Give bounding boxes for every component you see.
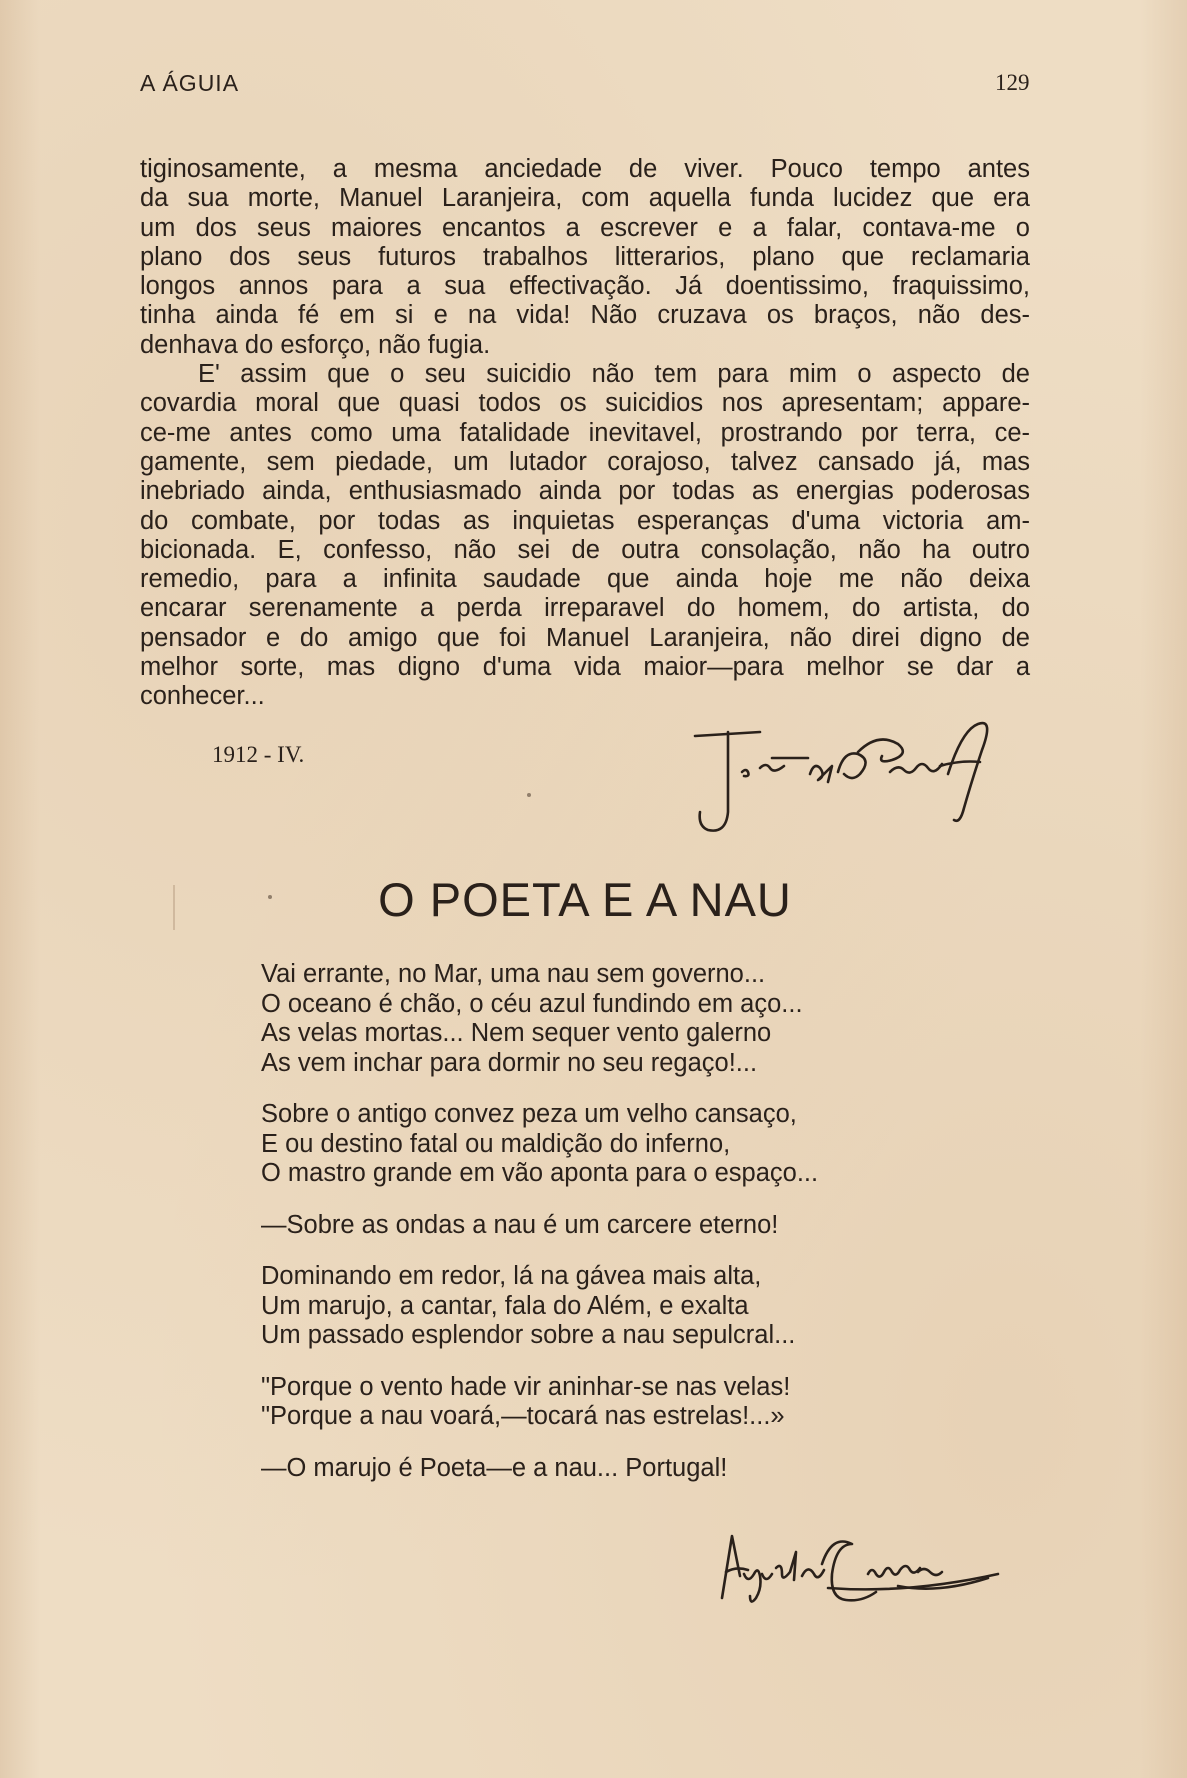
poem-stanza bbox=[261, 1454, 911, 1484]
essay-line: ce-me antes como uma fatalidade inevitavel, prostrando por terra, ce- bbox=[140, 418, 1030, 447]
poem-verse: O mastro grande em vão aponta para o espaço... bbox=[261, 1159, 819, 1187]
essay-line: longos annos para a sua effectivação. Já doentissimo, fraquissimo, bbox=[140, 272, 1030, 301]
poem-verse: Um passado esplendor sobre a nau sepulcral... bbox=[261, 1321, 796, 1349]
running-title: A ÁGUIA bbox=[140, 70, 240, 96]
essay-line: inebriado ainda, enthusiasmado ainda por todas as energias poderosas bbox=[140, 477, 1030, 506]
poem-verse: Um marujo, a cantar, fala do Além, e exalta bbox=[261, 1291, 749, 1320]
poem-title: O POETA E A NAU bbox=[378, 873, 792, 926]
poem-stanza bbox=[261, 1262, 911, 1351]
essay-line: remedio, para a infinita saudade que ainda hoje me não deixa bbox=[140, 565, 1030, 594]
essay-line: conhecer... bbox=[140, 682, 265, 711]
essay-line: denhava do esforço, não fugia. bbox=[140, 330, 491, 359]
poem-stanza bbox=[261, 1373, 911, 1432]
essay-line: plano dos seus futuros trabalhos litterarios, plano que reclamaria bbox=[140, 242, 1030, 271]
essay-line: covardia moral que quasi todos os suicidios nos apresentam; appare- bbox=[140, 389, 1030, 418]
essay-line: encarar serenamente a perda irreparavel do homem, do artista, do bbox=[140, 594, 1030, 623]
poem-verse: Sobre o antigo convez peza um velho cansaço, bbox=[261, 1100, 797, 1128]
essay-line: E' assim que o seu suicidio não tem para mim o aspecto de bbox=[198, 360, 1030, 389]
signature-drawing bbox=[718, 1528, 1018, 1618]
essay-text bbox=[140, 155, 1030, 712]
poem-stanza bbox=[261, 1211, 911, 1241]
poem-verse: O oceano é chão, o céu azul fundindo em aço... bbox=[261, 989, 803, 1018]
essay-line: gamente, sem piedade, um lutador corajoso, talvez cansado já, mas bbox=[140, 447, 1030, 476]
essay-line: da sua morte, Manuel Laranjeira, com aquella funda lucidez que era bbox=[140, 184, 1030, 213]
poem-body bbox=[261, 960, 911, 1505]
page-number: 129 bbox=[995, 70, 1030, 95]
essay-line: bicionada. E, confesso, não sei de outra consolação, não ha outro bbox=[140, 535, 1030, 564]
essay-line: pensador e do amigo que foi Manuel Laranjeira, não direi digno de bbox=[140, 623, 1030, 652]
poem-verse: As vem inchar para dormir no seu regaço!... bbox=[261, 1048, 758, 1077]
poem-verse: "Porque a nau voará,—tocará nas estrelas!...» bbox=[261, 1402, 785, 1430]
poem-verse: E ou destino fatal ou maldição do inferno, bbox=[261, 1129, 731, 1158]
poem-verse: "Porque o vento hade vir aninhar-se nas velas! bbox=[261, 1372, 791, 1401]
essay-line: tinha ainda fé em si e na vida! Não cruzava os braços, não des- bbox=[140, 301, 1030, 330]
signature-drawing bbox=[690, 712, 1020, 842]
essay-date: 1912 - IV. bbox=[212, 742, 305, 767]
essay-line: do combate, por todas as inquietas esperanças d'uma victoria am- bbox=[140, 506, 1030, 535]
essay-signature bbox=[690, 712, 1020, 842]
essay-line: melhor sorte, mas digno d'uma vida maior—para melhor se dar a bbox=[140, 653, 1030, 682]
poem-verse: Vai errante, no Mar, uma nau sem governo... bbox=[261, 960, 766, 988]
ink-speck bbox=[527, 793, 531, 797]
poem-verse: As velas mortas... Nem sequer vento galerno bbox=[261, 1019, 772, 1047]
poem-signature bbox=[718, 1528, 1018, 1618]
essay-line: tiginosamente, a mesma anciedade de viver. Pouco tempo antes bbox=[140, 155, 1030, 183]
essay-line: um dos seus maiores encantos a escrever e a falar, contava-me o bbox=[140, 213, 1030, 242]
poem-verse: Dominando em redor, lá na gávea mais alta, bbox=[261, 1262, 762, 1290]
poem-verse: —Sobre as ondas a nau é um carcere eterno! bbox=[261, 1210, 779, 1239]
poem-stanza bbox=[261, 1100, 911, 1189]
poem-verse: —O marujo é Poeta—e a nau... Portugal! bbox=[261, 1453, 728, 1482]
poem-stanza bbox=[261, 960, 911, 1078]
